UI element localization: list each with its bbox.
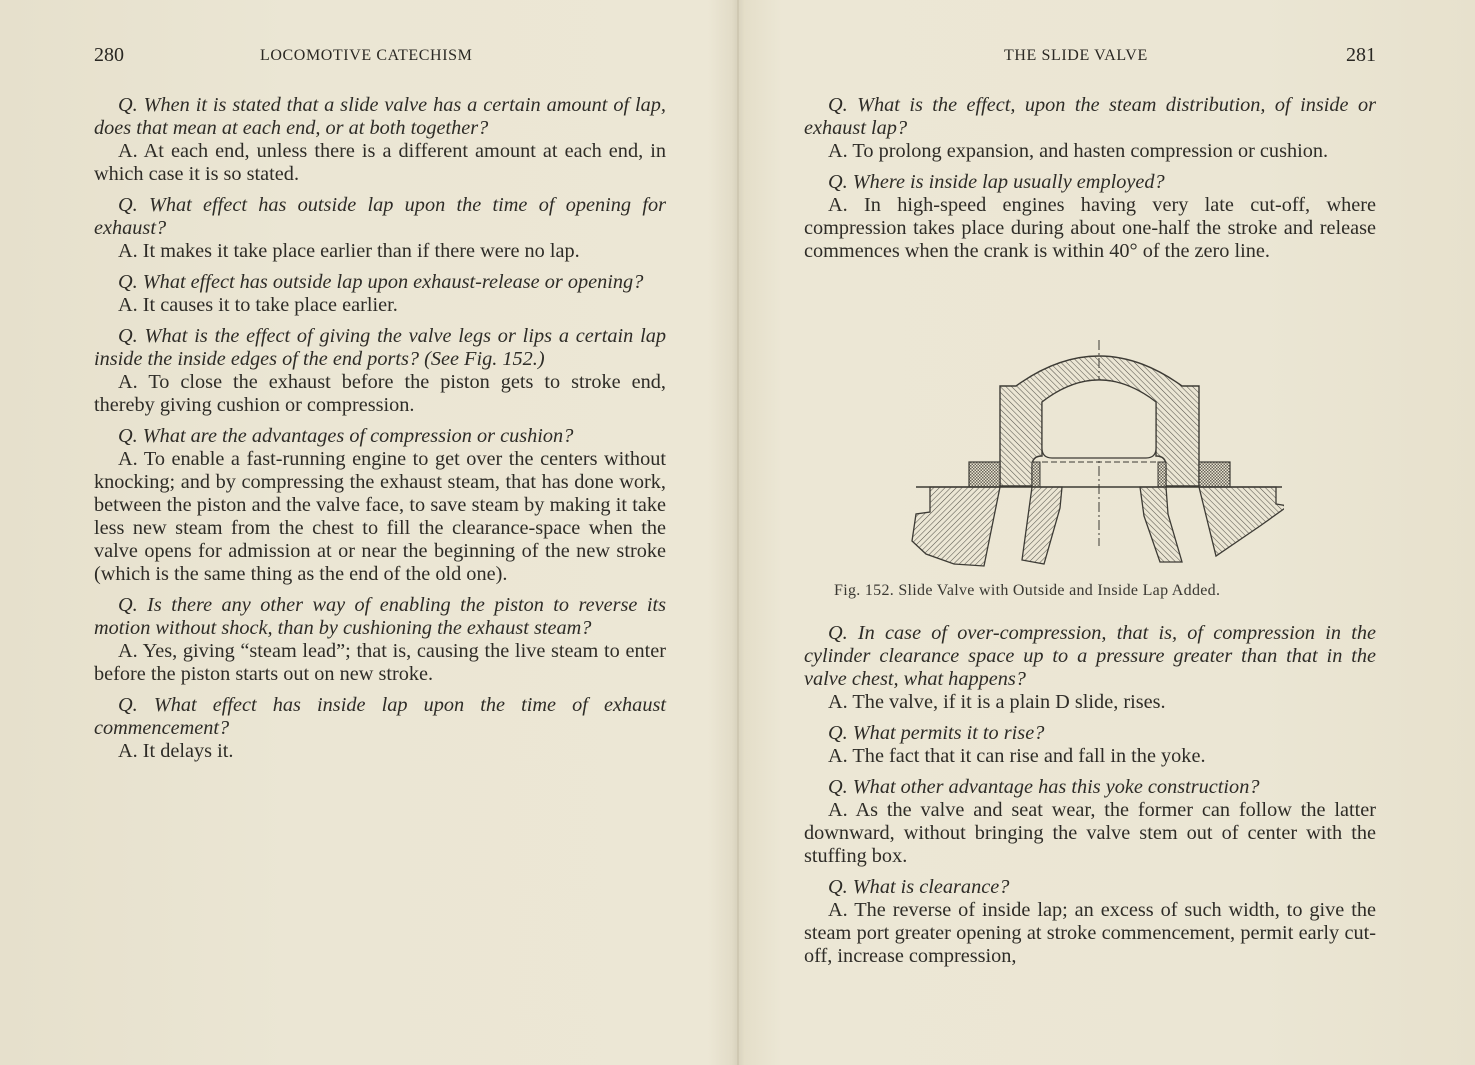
question: Q. In case of over-compression, that is, of compression in the cylinder clearance space up to a pressure greater than that in the valve chest, what happens? xyxy=(804,622,1376,690)
question: Q. Is there any other way of enabling the piston to reverse its motion without shock, than by cushioning the exhaust steam? xyxy=(94,594,666,639)
running-head-title-left: LOCOMOTIVE CATECHISM xyxy=(260,47,473,64)
qa-item xyxy=(94,325,666,417)
answer: A. As the valve and seat wear, the former can follow the latter downward, without bringing the valve stem out of center with the stuffing box. xyxy=(804,799,1376,867)
page-number-left: 280 xyxy=(94,44,124,66)
answer: A. The reverse of inside lap; an excess of such width, to give the steam port greater opening at stroke commencement, permit early cut-off, increase compression, xyxy=(804,899,1376,967)
question: Q. What is clearance? xyxy=(828,876,1010,898)
answer: A. In high-speed engines having very late cut-off, where compression takes place during about one-half the stroke and release commences when the crank is within 40° of the zero line. xyxy=(804,194,1376,262)
answer: A. It makes it take place earlier than if there were no lap. xyxy=(118,240,580,262)
answer: A. To enable a fast-running engine to get over the centers without knocking; and by compressing the exhaust steam, that has done work, between the piston and the valve face, to save steam by making it take less new steam from the chest to fill the clearance-space when the valve opens for admission at or near the beginning of the new stroke (which is the same thing as the end of the old one). xyxy=(94,448,666,585)
right-running-head xyxy=(804,44,1376,72)
slide-valve-diagram xyxy=(904,336,1284,576)
qa-item xyxy=(94,425,666,586)
right-page-body-upper xyxy=(804,94,1376,271)
question: Q. What other advantage has this yoke construction? xyxy=(828,776,1260,798)
right-page-body-lower xyxy=(804,622,1376,976)
qa-item xyxy=(804,776,1376,868)
answer: A. To prolong expansion, and hasten compression or cushion. xyxy=(828,140,1329,162)
qa-item xyxy=(94,94,666,186)
answer: A. The valve, if it is a plain D slide, rises. xyxy=(828,691,1166,713)
question: Q. When it is stated that a slide valve has a certain amount of lap, does that mean at each end, or at both together? xyxy=(94,94,666,139)
qa-item xyxy=(804,622,1376,714)
left-page xyxy=(94,0,666,1065)
question: Q. What effect has outside lap upon the time of opening for exhaust? xyxy=(94,194,666,239)
question: Q. What is the effect of giving the valve legs or lips a certain lap inside the inside edges of the end ports? (See Fig. 152.) xyxy=(94,325,666,370)
question: Q. What effect has outside lap upon exhaust-release or opening? xyxy=(118,271,644,293)
question: Q. What are the advantages of compression or cushion? xyxy=(118,425,574,447)
book-gutter xyxy=(737,0,739,1065)
question: Q. What permits it to rise? xyxy=(828,722,1045,744)
qa-item xyxy=(804,876,1376,968)
answer: A. It causes it to take place earlier. xyxy=(118,294,398,316)
running-head-title-right: THE SLIDE VALVE xyxy=(1004,47,1148,64)
answer: A. It delays it. xyxy=(118,740,234,762)
page-number-right: 281 xyxy=(1346,44,1376,66)
answer: A. To close the exhaust before the piston gets to stroke end, thereby giving cushion or compression. xyxy=(94,371,666,416)
left-running-head xyxy=(94,44,666,72)
qa-item xyxy=(94,594,666,686)
figure-caption: Fig. 152. Slide Valve with Outside and Inside Lap Added. xyxy=(834,582,1221,599)
figure-152 xyxy=(804,336,1376,606)
qa-item xyxy=(804,722,1376,768)
qa-item xyxy=(94,694,666,763)
answer: A. At each end, unless there is a different amount at each end, in which case it is so stated. xyxy=(94,140,666,185)
question: Q. What effect has inside lap upon the time of exhaust commencement? xyxy=(94,694,666,739)
qa-item xyxy=(94,194,666,263)
left-page-body xyxy=(94,94,666,771)
question: Q. What is the effect, upon the steam distribution, of inside or exhaust lap? xyxy=(804,94,1376,139)
answer: A. The fact that it can rise and fall in the yoke. xyxy=(828,745,1206,767)
qa-item xyxy=(804,171,1376,263)
qa-item xyxy=(94,271,666,317)
question: Q. Where is inside lap usually employed? xyxy=(828,171,1165,193)
answer: A. Yes, giving “steam lead”; that is, causing the live steam to enter before the piston starts out on new stroke. xyxy=(94,640,666,685)
qa-item xyxy=(804,94,1376,163)
right-page xyxy=(804,0,1376,1065)
